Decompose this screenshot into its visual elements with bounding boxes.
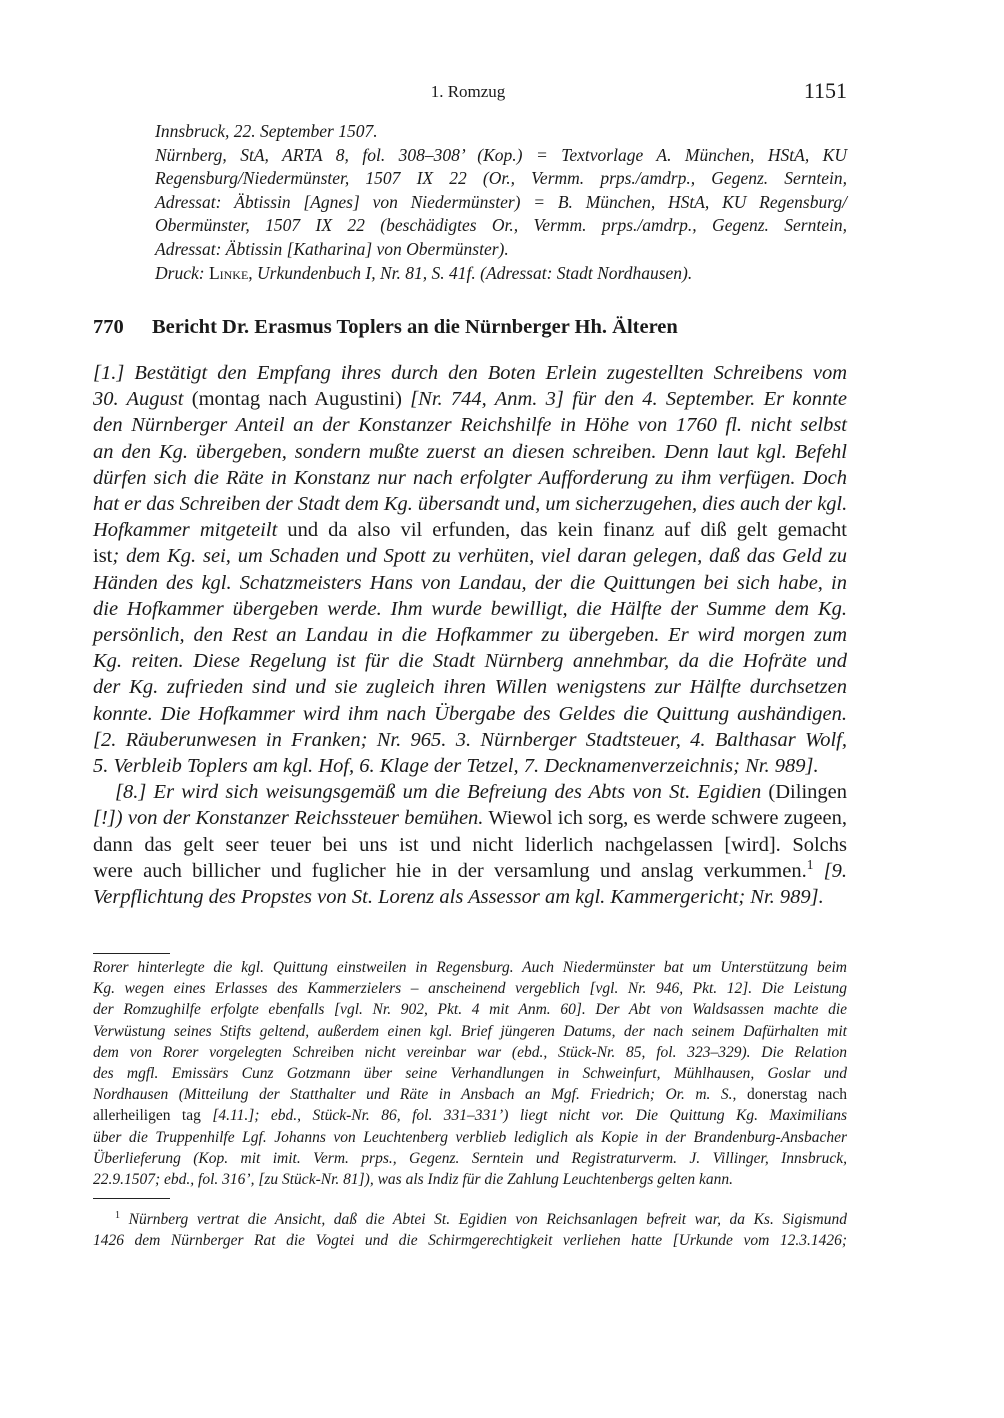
text-segment: Nürnberg vertrat die Ansicht, daß die Abtei St. Egidien von Reichsanlagen befreit war, da Ks. Sigismund [120,1211,847,1228]
text-segment: donerstag nach [746,1086,847,1104]
text-segment: Wiewol ich sorg, es werde schwere zugeen, [483,807,847,830]
text-line [93,596,847,622]
text-line [93,832,847,858]
text-segment: Innsbruck, 22. September 1507. [155,121,378,141]
text-line [93,805,847,831]
text-line [93,412,847,438]
text-line [93,1105,847,1126]
text-segment: (montag nach Augustini) [191,388,411,411]
text-line [93,1127,847,1148]
text-segment: 22.9.1507; ebd., fol. 316’, [zu Stück-Nr. 81]), was als Indiz für die Zahlung Leuchtenbergs gelten kann. [93,1171,734,1189]
text-line [93,517,847,543]
text-segment: Adressat: Äbtissin [Agnes] von Niedermünster) = B. München, HStA, KU Regensburg/ [155,191,847,212]
text-segment: der Romzughilfe erfolgte ebenfalls [vgl. Nr. 902, Pkt. 4 mit Anm. 60]. Der Abt von Waldsassen machte die [93,1001,847,1019]
text-segment: Druck: [155,262,209,283]
text-segment: Händen des kgl. Schatzmeisters Hans von Landau, der die Quittungen bei sich habe, in [93,571,847,594]
document-number: 770 [93,316,124,338]
text-segment: [8.] Er wird sich weisungsgemäß um die Befreiung des Abts von St. Egidien [115,781,769,804]
text-segment: Verpflichtung des Propstes von St. Lorenz als Assessor am kgl. Kammergericht; Nr. 989]. [93,886,824,909]
text-segment: Kg. wegen eines Erlasses des Kammerzielers – anscheinend vergeblich [vgl. Nr. 946, Pkt. 12]. Die Leistung [93,980,847,998]
text-segment: Regensburg/Niedermünster, 1507 IX 22 (Or., Vermm. prps./amdrp., Gegenz. Serntein, [155,168,847,189]
text-segment: an den Kg. übergeben, sondern mußte zuerst an diesen schreiben. Denn laut kgl. Befehl [93,440,847,463]
text-line [93,779,847,805]
text-line [155,167,847,191]
text-segment: (Dilingen [768,781,847,804]
text-line [93,1084,847,1105]
footnote-divider [93,953,170,954]
text-line [155,120,847,144]
text-line [155,144,847,168]
text-line [93,727,847,753]
text-segment: 1426 dem Nürnberger Rat die Vogtei und die Schirmgerechtigkeit verliehen hatte [Urkunde vom 12.3.1426; [93,1232,847,1250]
footnote-marker: 1 [115,1209,121,1221]
text-segment: die Hofkammer übergeben werde. Ihm wurde bewilligt, die Hälfte der Summe dem Kg. [93,597,847,620]
text-segment: persönlich, den Rest an Landau in die Hofkammer zu übergeben. Er wird morgen zum [93,624,847,647]
text-line [93,1169,847,1190]
text-line [93,884,847,910]
text-line [155,262,847,286]
text-segment: [4.11.]; ebd., Stück-Nr. 86, fol. 331–331’) liegt nicht vor. Die Quittung Kg. Maximilians [212,1107,847,1125]
text-segment: ist [93,545,113,568]
text-line [93,978,847,999]
text-segment: [2. Räuberunwesen in Franken; Nr. 965. 3. Nürnberger Stadtsteuer, 4. Balthasar Wolf, [93,728,847,751]
text-segment: [9. [813,859,847,882]
text-line [93,543,847,569]
text-line [93,570,847,596]
text-line [155,238,847,262]
text-segment: den Nürnberger Anteil an der Konstanzer Reichshilfe in Höhe von 1760 fl. nicht selbst [93,414,847,437]
text-line [155,191,847,215]
text-line [93,1230,847,1251]
text-segment: Überlieferung (Kop. mit imit. Verm. prps., Gegenz. Serntein und Registraturverm. J. Villinger, Innsbruck, [93,1149,847,1167]
text-line [155,214,847,238]
text-segment: dürfen sich die Räte in Konstanz nur nach erfolgter Aufforderung zu ihm verfügen. Doch [93,466,847,489]
footnote-divider [93,1198,170,1199]
text-line [93,999,847,1020]
text-line [93,701,847,727]
text-line [93,858,847,884]
text-segment: dann das gelt seer teuer bei uns ist und nicht liderlich nachgelassen [wird]. Solchs [93,833,847,856]
text-line [93,648,847,674]
text-segment: dem von Rorer vorgelegten Schreiben nicht vereinbar war (ebd., Stück-Nr. 85, fol. 323–329). Die Relation [93,1043,847,1061]
text-segment: und da also vil erfunden, das kein finanz auf diß gelt gemacht [277,519,847,542]
document-title: Bericht Dr. Erasmus Toplers an die Nürnberger Hh. Älteren [152,316,678,338]
text-segment: Verwüstung seines Stifts geltend, außerdem einen kgl. Brief jüngeren Datums, der nach seinem Dafürhalten mit [93,1022,847,1040]
text-line [93,957,847,978]
text-line [93,1063,847,1084]
text-line [93,386,847,412]
text-segment: [!]) von der Konstanzer Reichssteuer bemühen. [93,807,484,830]
text-segment: Adressat: Äbtissin [Katharina] von Obermünster). [155,238,509,259]
text-segment: , Urkundenbuch I, Nr. 81, S. 41f. (Adressat: Stadt Nordhausen). [248,262,693,283]
text-segment: were auch billicher und fuglicher hie in der versamlung und anslag verkummen. [93,859,807,882]
footnote-1 [93,1209,847,1251]
text-segment: Nürnberg, StA, ARTA 8, fol. 308–308’ (Kop.) = Textvorlage A. München, HStA, KU [155,144,847,165]
text-segment: Hofkammer mitgeteilt [93,519,278,542]
text-segment: Linke [208,262,249,283]
text-line [93,491,847,517]
text-segment: über die Truppenhilfe Lgf. Johanns von Leuchtenberg verblieb lediglich als Kopie in der Brandenburg-Ansbacher [93,1128,847,1146]
text-line [93,622,847,648]
text-segment: des mgfl. Emissärs Cunz Gotzmann über seine Verhandlungen in Schweinfurt, Mühlhausen, Goslar und [93,1065,847,1083]
text-line [93,465,847,491]
text-segment: [1.] Bestätigt den Empfang ihres durch den Boten Erlein zugestellten Schreibens vom [93,362,847,384]
text-line [93,1209,847,1230]
text-line [93,1148,847,1169]
running-title: 1. Romzug [430,82,506,101]
text-segment: Kg. reiten. Diese Regelung ist für die Stadt Nürnberg annehmbar, da die Hofräte und [93,650,847,673]
text-line [93,753,847,779]
footnote-marker: 1 [806,857,814,873]
text-segment: konnte. Die Hofkammer wird ihm nach Übergabe des Geldes die Quittung aushändigen. [93,702,847,725]
text-line [93,674,847,700]
document-heading [93,316,678,339]
text-line [93,360,847,386]
main-text [93,360,847,910]
text-segment: Obermünster, 1507 IX 22 (beschädigtes Or., Vermm. prps./amdrp., Gegenz. Serntein, [155,215,847,236]
text-line [93,439,847,465]
text-line [93,1021,847,1042]
text-segment: 5. Verbleib Toplers am kgl. Hof, 6. Klage der Tetzel, 7. Decknamenverzeichnis; Nr. 989]. [93,755,819,778]
text-segment: 30. August [93,388,192,411]
text-segment: hat er das Schreiben der Stadt dem Kg. übersandt und, um sicherzugehen, dies auch der kgl. [93,493,848,516]
text-segment: Rorer hinterlegte die kgl. Quittung einstweilen in Regensburg. Auch Niedermünster bat um Unterstützung beim [93,959,847,976]
document-source-block [155,120,847,285]
text-segment: ; dem Kg. sei, um Schaden und Spott zu verhüten, viel daran gelegen, daß das Geld zu [112,545,847,568]
text-segment: der Kg. zufrieden sind und sie zugleich ihren Willen wenigstens zur Hälfte durchsetzen [93,676,847,699]
page-number: 1151 [803,78,847,103]
text-segment: [Nr. 744, Anm. 3] für den 4. September. Er konnte [410,388,847,411]
continued-note [93,957,847,1190]
text-segment: Nordhausen (Mitteilung der Statthalter und Räte in Ansbach an Mgf. Friedrich; Or. m. S., [93,1086,747,1104]
text-line [93,1042,847,1063]
text-segment: allerheiligen tag [93,1107,213,1125]
